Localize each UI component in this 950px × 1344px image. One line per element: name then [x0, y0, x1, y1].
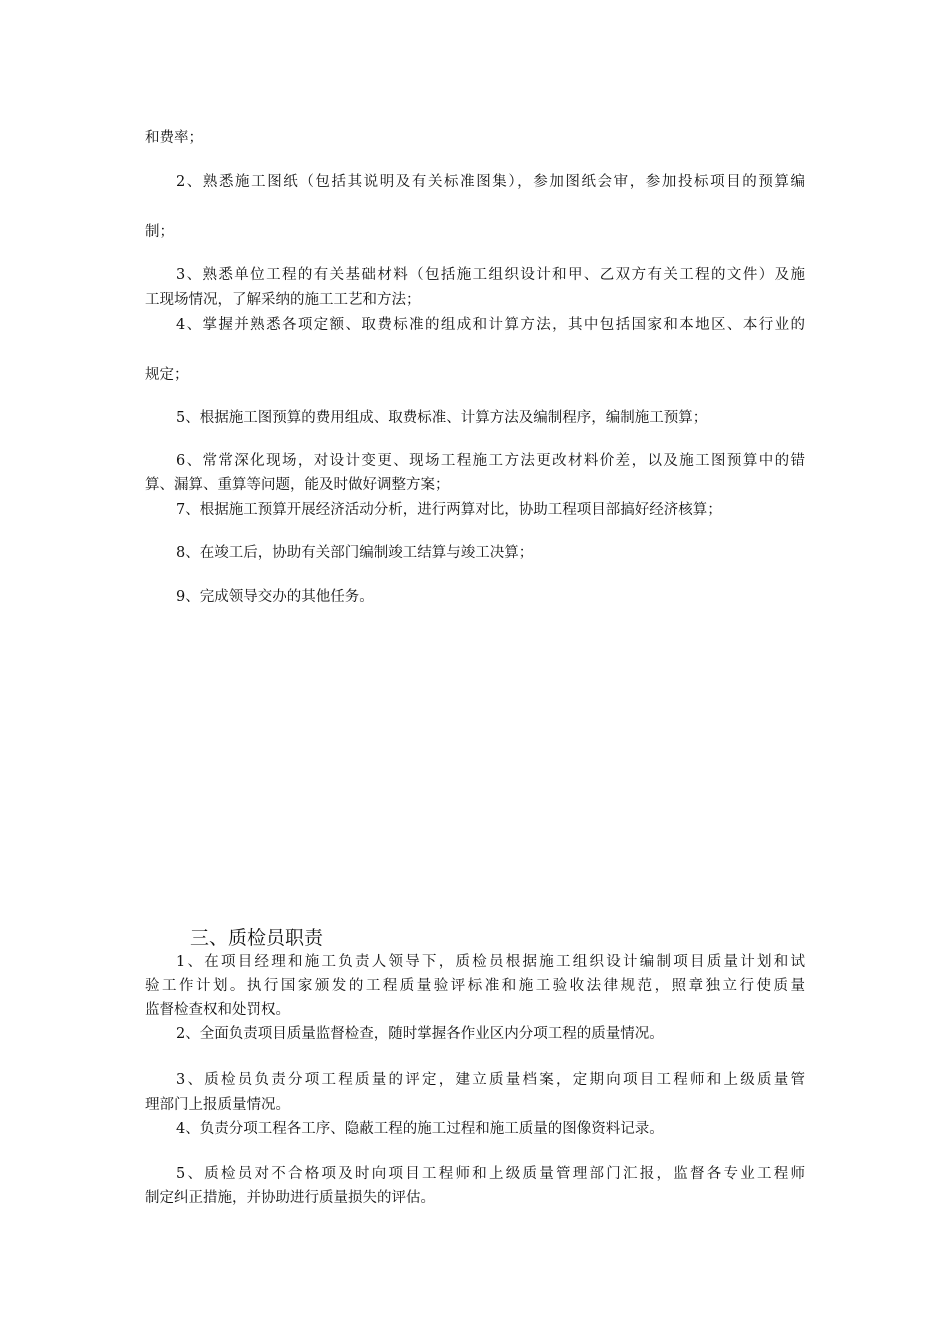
section-heading: 三、质检员职责 [190, 927, 324, 949]
item-5-line: 5、根据施工图预算的费用组成、取费标准、计算方法及编制程序，编制施工预算； [176, 410, 708, 426]
qc-item-5-line-2: 制定纠正措施，并协助进行质量损失的评估。 [145, 1190, 435, 1206]
qc-item-1-line-1: 1、在项目经理和施工负责人领导下，质检员根据施工组织设计编制项目质量计划和试 [176, 954, 805, 970]
item-4-line-1: 4、掌握并熟悉各项定额、取费标准的组成和计算方法，其中包括国家和本地区、本行业的 [176, 317, 805, 333]
item-4-line-2: 规定； [145, 367, 189, 383]
item-2-line-2: 制； [145, 224, 174, 240]
qc-item-3-line-2: 理部门上报质量情况。 [145, 1097, 290, 1113]
item-3-line-1: 3、熟悉单位工程的有关基础材料（包括施工组织设计和甲、乙双方有关工程的文件）及施 [176, 267, 805, 283]
qc-item-5-line-1: 5、质检员对不合格项及时向项目工程师和上级质量管理部门汇报，监督各专业工程师 [176, 1166, 805, 1182]
item-8-line: 8、在竣工后，协助有关部门编制竣工结算与竣工决算； [176, 545, 534, 561]
qc-item-3-line-1: 3、质检员负责分项工程质量的评定，建立质量档案，定期向项目工程师和上级质量管 [176, 1072, 805, 1088]
qc-item-1-line-3: 监督检查权和处罚权。 [145, 1002, 290, 1018]
qc-item-4-line: 4、负责分项工程各工序、隐蔽工程的施工过程和施工质量的图像资料记录。 [176, 1121, 664, 1137]
item-3-line-2: 工现场情况，了解采纳的施工工艺和方法； [145, 292, 421, 308]
qc-item-1-line-2: 验工作计划。执行国家颁发的工程质量验评标准和施工验收法律规范，照章独立行使质量 [145, 978, 805, 994]
item-9-line: 9、完成领导交办的其他任务。 [176, 589, 374, 605]
item-7-line: 7、根据施工预算开展经济活动分析，进行两算对比，协助工程项目部搞好经济核算； [176, 502, 722, 518]
qc-item-2-line: 2、全面负责项目质量监督检查，随时掌握各作业区内分项工程的质量情况。 [176, 1026, 664, 1042]
paragraph-tail-line: 和费率； [145, 130, 203, 146]
item-6-line-2: 算、漏算、重算等问题，能及时做好调整方案； [145, 477, 450, 493]
item-2-line-1: 2、熟悉施工图纸（包括其说明及有关标准图集），参加图纸会审，参加投标项目的预算编 [176, 174, 805, 190]
item-6-line-1: 6、常常深化现场，对设计变更、现场工程施工方法更改材料价差，以及施工图预算中的错 [176, 453, 805, 469]
